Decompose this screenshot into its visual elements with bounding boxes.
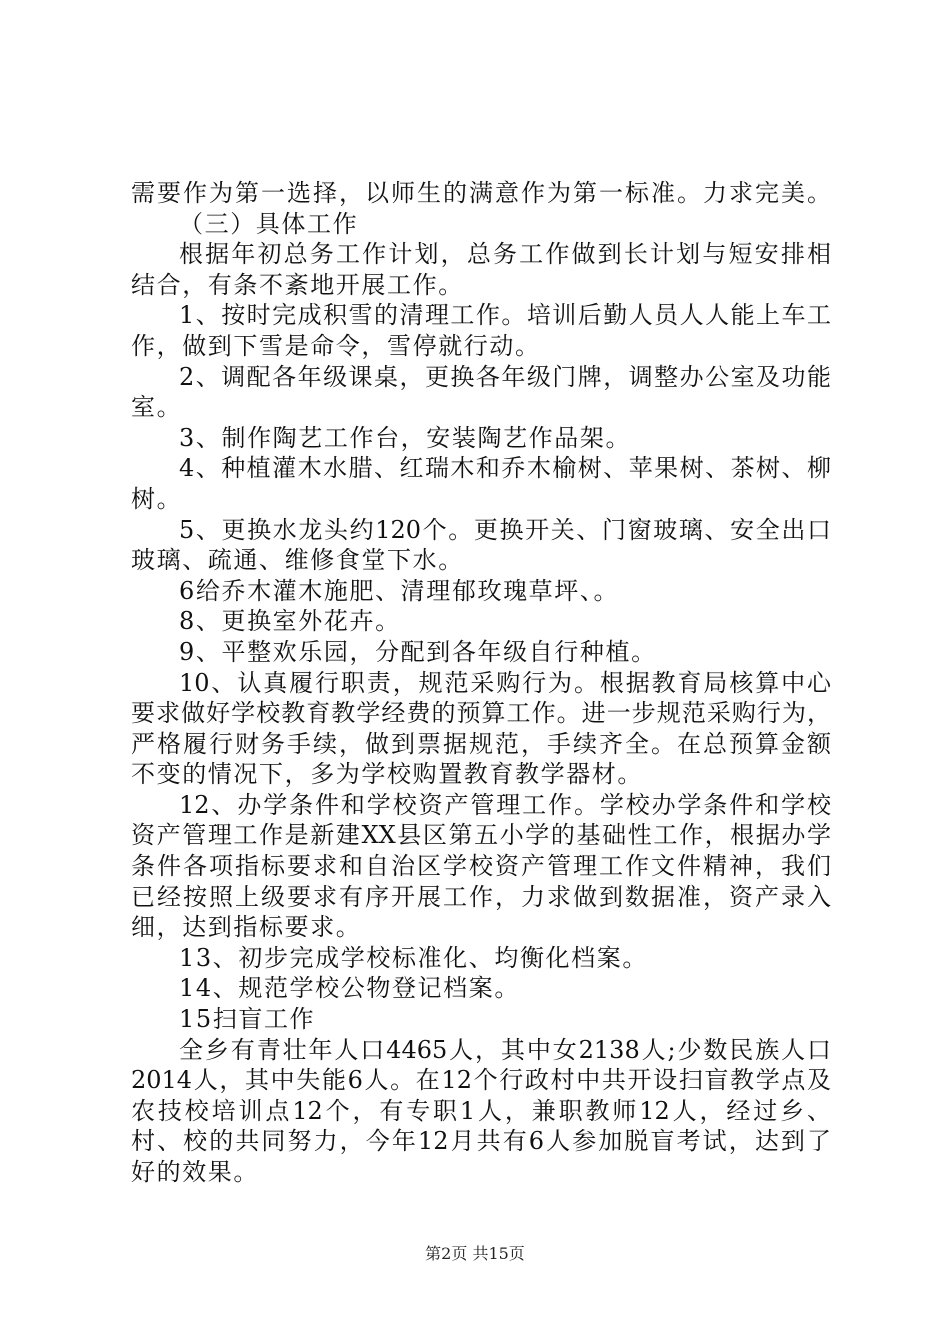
text-line: 细，达到指标要求。 xyxy=(131,913,362,942)
text-line: 要求做好学校教育教学经费的预算工作。进一步规范采购行为， xyxy=(131,699,831,728)
text-line: 13、初步完成学校标准化、均衡化档案。 xyxy=(179,943,648,972)
text-line: 已经按照上级要求有序开展工作，力求做到数据准，资产录入 xyxy=(131,882,831,911)
text-line: 5、更换水龙头约120个。更换开关、门窗玻璃、安全出口 xyxy=(179,515,831,544)
text-line: 资产管理工作是新建XX县区第五小学的基础性工作，根据办学 xyxy=(131,821,831,850)
text-line: 村、校的共同努力，今年12月共有6人参加脱盲考试，达到了 xyxy=(131,1127,831,1156)
text-line: 农技校培训点12个，有专职1人，兼职教师12人，经过乡、 xyxy=(131,1096,831,1125)
text-line: 需要作为第一选择，以师生的满意作为第一标准。力求完美。 xyxy=(131,179,831,207)
text-line: 14、规范学校公物登记档案。 xyxy=(179,974,520,1003)
text-line: 4、种植灌木水腊、红瑞木和乔木榆树、苹果树、茶树、柳 xyxy=(179,454,831,483)
text-line: 条件各项指标要求和自治区学校资产管理工作文件精神，我们 xyxy=(131,852,831,881)
section-heading: （三）具体工作 xyxy=(179,209,359,238)
text-line: 2014人，其中失能6人。在12个行政村中共开设扫盲教学点及 xyxy=(131,1066,831,1095)
text-line: 2、调配各年级课桌，更换各年级门牌，调整办公室及功能 xyxy=(179,362,831,391)
text-line: 室。 xyxy=(131,393,183,422)
text-line: 8、更换室外花卉。 xyxy=(179,607,401,636)
text-line: 严格履行财务手续，做到票据规范，手续齐全。在总预算金额 xyxy=(131,729,831,758)
text-line: 1、按时完成积雪的清理工作。培训后勤人员人人能上车工 xyxy=(179,301,831,330)
document-body xyxy=(131,178,831,1188)
text-line: 3、制作陶艺工作台，安装陶艺作品架。 xyxy=(179,423,632,452)
text-line: 树。 xyxy=(131,484,183,513)
text-line: 9、平整欢乐园，分配到各年级自行种植。 xyxy=(179,637,657,666)
text-line: 玻璃、疏通、维修食堂下水。 xyxy=(131,546,464,575)
text-line: 结合，有条不紊地开展工作。 xyxy=(131,270,464,299)
text-line: 12、办学条件和学校资产管理工作。学校办学条件和学校 xyxy=(179,790,831,819)
text-line: 15扫盲工作 xyxy=(179,1005,316,1034)
text-line: 6给乔木灌木施肥、清理郁玫瑰草坪、。 xyxy=(179,576,620,605)
text-line: 不变的情况下，多为学校购置教育教学器材。 xyxy=(131,760,643,789)
text-line: 根据年初总务工作计划，总务工作做到长计划与短安排相 xyxy=(179,240,831,269)
text-line: 作，做到下雪是命令，雪停就行动。 xyxy=(131,331,541,360)
text-line: 好的效果。 xyxy=(131,1158,259,1186)
text-line: 10、认真履行职责，规范采购行为。根据教育局核算中心 xyxy=(179,668,831,697)
page-number-footer: 第2页 共15页 xyxy=(425,1244,525,1263)
text-line: 全乡有青壮年人口4465人，其中女2138人;少数民族人口 xyxy=(179,1035,831,1064)
